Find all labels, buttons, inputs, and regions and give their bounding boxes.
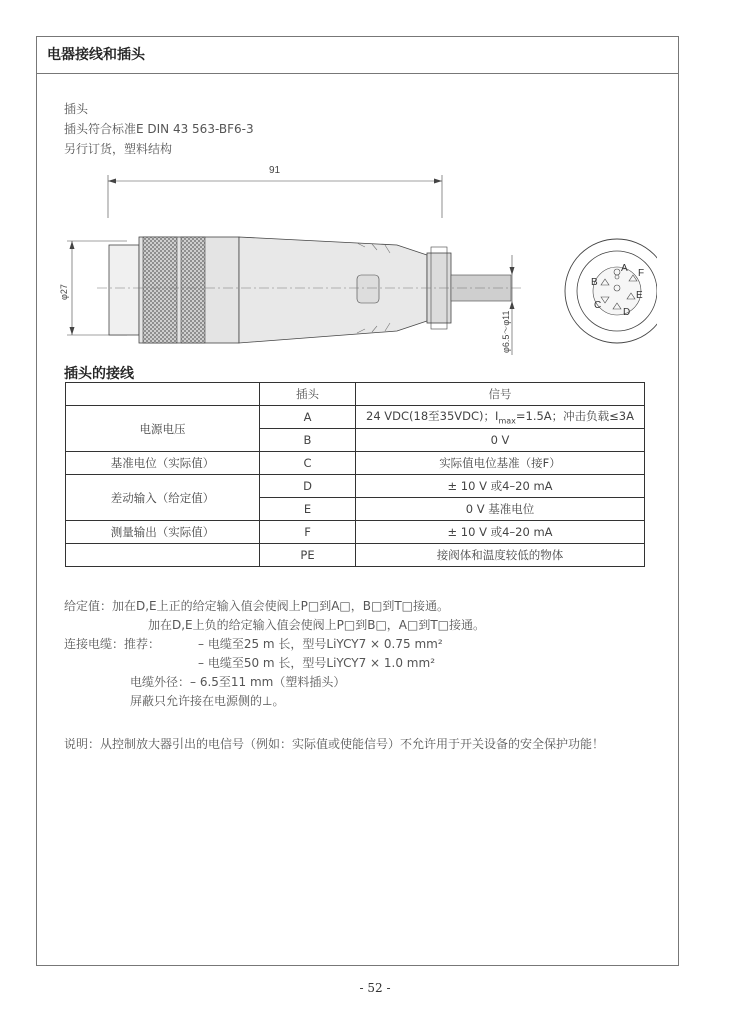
page-frame bbox=[36, 36, 679, 966]
pin-f-label: F bbox=[638, 268, 645, 279]
pin-cell: C bbox=[260, 452, 356, 475]
pin-a-label: A bbox=[621, 263, 628, 274]
dim-length-label: 91 bbox=[269, 165, 281, 176]
header-blank bbox=[66, 383, 260, 406]
pin-e-label: E bbox=[636, 290, 643, 301]
note-shield: 屏蔽只允许接在电源侧的⊥。 bbox=[130, 694, 285, 708]
row-label: 电源电压 bbox=[66, 406, 260, 452]
signal-cell: ± 10 V 或4–20 mA bbox=[356, 521, 645, 544]
page-number: - 52 - bbox=[359, 981, 391, 995]
note-setpoint-negative: 加在D,E上负的给定输入值会使阀上P□到B□，A□到T□接通。 bbox=[148, 618, 485, 632]
note-cable-diameter: 电缆外径：– 6.5至11 mm（塑料插头） bbox=[130, 675, 346, 689]
signal-cell: ± 10 V 或4–20 mA bbox=[356, 475, 645, 498]
pin-cell: B bbox=[260, 429, 356, 452]
row-label bbox=[66, 544, 260, 567]
row-label: 差动输入（给定值） bbox=[66, 475, 260, 521]
signal-cell: 实际值电位基准（接F） bbox=[356, 452, 645, 475]
signal-cell: 24 VDC(18至35VDC)；$I_{max}=1.5A$；冲击负载≤3A bbox=[356, 406, 645, 429]
table-row bbox=[66, 406, 645, 429]
header-signal: 信号 bbox=[356, 383, 645, 406]
table-row bbox=[66, 544, 645, 567]
connector-end-view bbox=[565, 239, 657, 343]
table-header-row bbox=[66, 383, 645, 406]
note-cable-50m: – 电缆至50 m 长，型号LiYCY7 × 1.0 mm² bbox=[198, 656, 436, 670]
pin-cell: PE bbox=[260, 544, 356, 567]
note-cable-25m: – 电缆至25 m 长，型号LiYCY7 × 0.75 mm² bbox=[198, 637, 443, 651]
intro-line-1: 插头 bbox=[64, 102, 89, 116]
note-cable-row-1 bbox=[64, 635, 485, 654]
wiring-table bbox=[65, 382, 645, 567]
intro-text bbox=[64, 99, 254, 159]
note-setpoint-positive: 给定值：加在D,E上正的给定输入值会使阀上P□到A□，B□到T□接通。 bbox=[64, 599, 449, 613]
pin-cell: F bbox=[260, 521, 356, 544]
table-row bbox=[66, 475, 645, 498]
notes-block bbox=[64, 597, 485, 711]
note-cable-label: 连接电缆：推荐： bbox=[64, 637, 161, 651]
knurl-band-1 bbox=[143, 237, 177, 343]
header-plug: 插头 bbox=[260, 383, 356, 406]
intro-line-3: 另行订货，塑料结构 bbox=[64, 142, 173, 156]
section-header: 电器接线和插头 bbox=[37, 37, 678, 74]
signal-cell: 0 V 基准电位 bbox=[356, 498, 645, 521]
signal-cell: 接阀体和温度较低的物体 bbox=[356, 544, 645, 567]
knurl-band-2 bbox=[181, 237, 205, 343]
intro-line-2: 插头符合标准E DIN 43 563-BF6-3 bbox=[64, 122, 254, 136]
table-row bbox=[66, 521, 645, 544]
pin-c-label: C bbox=[594, 300, 602, 311]
pin-b-label: B bbox=[591, 277, 598, 288]
table-row bbox=[66, 452, 645, 475]
pin-cell: D bbox=[260, 475, 356, 498]
pin-d-label: D bbox=[623, 307, 631, 318]
dim-diameter-label: φ27 bbox=[59, 284, 69, 300]
dim-cable-label: φ6.5～φ11 bbox=[501, 310, 511, 353]
row-label: 基准电位（实际值） bbox=[66, 452, 260, 475]
table-title: 插头的接线 bbox=[64, 366, 134, 382]
safety-footnote: 说明：从控制放大器引出的电信号（例如：实际值或使能信号）不允许用于开关设备的安全保护功能！ bbox=[64, 737, 605, 751]
pin-cell: A bbox=[260, 406, 356, 429]
connector-drawing bbox=[57, 155, 657, 355]
row-label: 测量输出（实际值） bbox=[66, 521, 260, 544]
pin-cell: E bbox=[260, 498, 356, 521]
signal-cell: 0 V bbox=[356, 429, 645, 452]
